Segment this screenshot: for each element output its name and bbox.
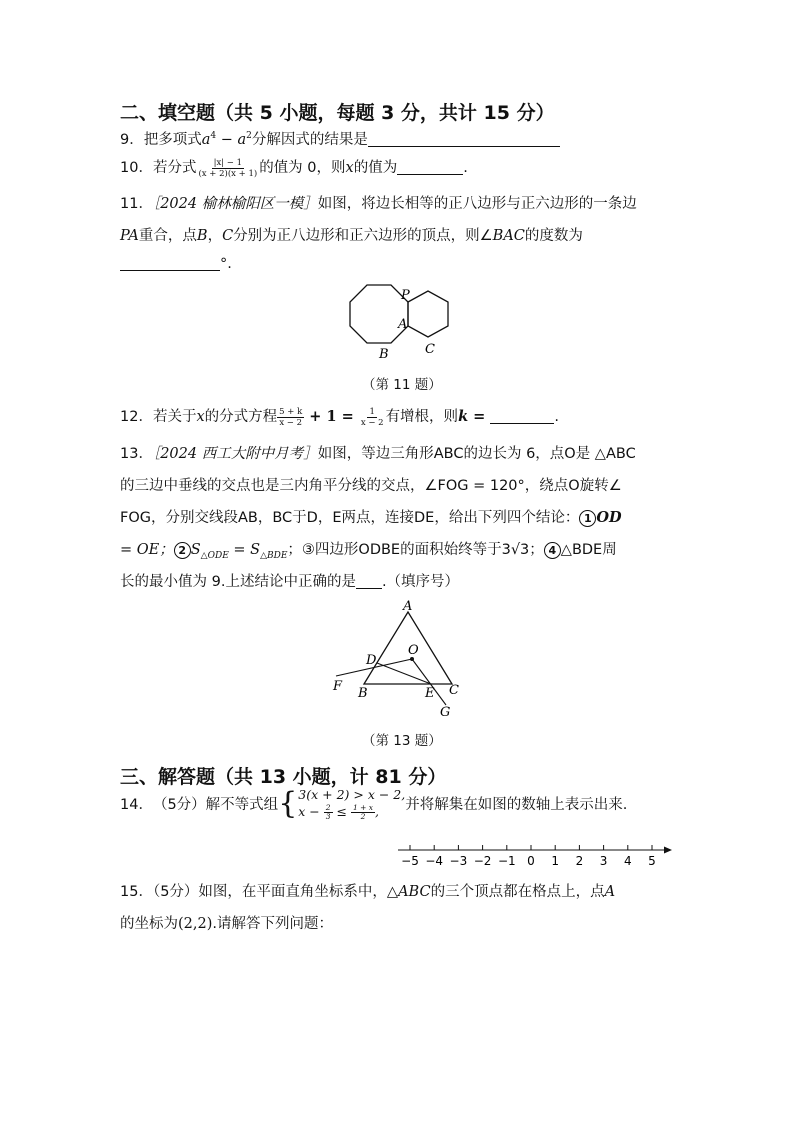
label-p: P bbox=[401, 288, 410, 303]
q11-line2-d: 的度数为 bbox=[524, 228, 583, 244]
q13-line-5b: .（填序号） bbox=[381, 574, 460, 590]
figure-13-caption: （第 13 题） bbox=[362, 733, 442, 749]
q14-score: （5分）解不等式组 bbox=[152, 797, 279, 813]
section-heading-fill-in: 二、填空题（共 5 小题，每题 3 分，共计 15 分） bbox=[120, 102, 555, 124]
label-g: G bbox=[440, 705, 451, 720]
label-f: F bbox=[333, 679, 343, 694]
figure-11-caption: （第 11 题） bbox=[362, 377, 442, 393]
q12-var: x bbox=[196, 409, 205, 425]
q14-number: 14． bbox=[120, 797, 153, 813]
q14-ineq-2c: , bbox=[375, 804, 380, 819]
q15-line1-b: 的三个顶点都在格点上，点 bbox=[430, 884, 605, 900]
q13-line-4a: = OE； bbox=[120, 542, 174, 558]
number-line-tick-label: −3 bbox=[449, 854, 468, 868]
q12-frac1-den: x − 2 bbox=[279, 417, 303, 428]
q13-s1: S bbox=[190, 542, 201, 558]
q13-line-4e: △BDE周 bbox=[560, 542, 617, 558]
q13-s2-sub: △BDE bbox=[260, 550, 288, 561]
q11-answer-blank[interactable] bbox=[120, 256, 220, 271]
label-d: D bbox=[366, 653, 377, 668]
q12-answer-blank[interactable] bbox=[490, 409, 554, 424]
q13-line-4d: ；③四边形ODBE的面积始终等于3√3； bbox=[287, 542, 544, 558]
q13-s1-sub: △ODE bbox=[200, 550, 229, 561]
q15-number: 15． bbox=[120, 884, 153, 900]
question-13-line-3 bbox=[120, 506, 622, 527]
label-c: C bbox=[449, 683, 459, 698]
q14-frac-2-3 bbox=[324, 804, 333, 821]
number-line-tick-label: −1 bbox=[497, 854, 516, 868]
number-line-tick-label: 4 bbox=[623, 854, 632, 868]
q11-line2-c: 分别为正八边形和正六边形的顶点，则∠ bbox=[233, 228, 493, 244]
q14-brace-icon: { bbox=[278, 785, 298, 821]
q11-pa: PA bbox=[120, 228, 139, 244]
label-c: C bbox=[425, 342, 435, 357]
q9-var-b: a bbox=[237, 132, 247, 148]
q10-frac-num: |x| − 1 bbox=[213, 157, 243, 168]
q12-text-b: 的分式方程 bbox=[204, 409, 278, 425]
q13-circled-4: 4 bbox=[544, 542, 561, 559]
q13-s2: = S bbox=[228, 542, 261, 558]
q9-sup-a: 4 bbox=[210, 131, 217, 142]
q14-frac-b-num: 1 + x bbox=[352, 803, 374, 812]
octagon-hexagon-figure bbox=[330, 278, 470, 368]
question-13-line-5 bbox=[120, 570, 459, 591]
question-13-line-4 bbox=[120, 538, 617, 561]
q15-coord: (2,2) bbox=[178, 916, 213, 932]
question-11-line-2 bbox=[120, 224, 583, 245]
number-line-ticks bbox=[401, 845, 656, 868]
number-line-arrow-icon bbox=[664, 847, 672, 854]
question-10 bbox=[120, 156, 468, 179]
number-line-tick-label: 2 bbox=[575, 854, 584, 868]
q11-number: 11． bbox=[120, 196, 153, 212]
q12-number: 12． bbox=[120, 409, 153, 425]
q11-c: C bbox=[222, 228, 234, 244]
q12-fraction-2 bbox=[359, 407, 386, 428]
q9-text-a: 把多项式 bbox=[143, 132, 202, 148]
q9-text-b: 分解因式的结果是 bbox=[251, 132, 368, 148]
number-line-tick-label: −4 bbox=[425, 854, 444, 868]
q13-line-3a: FOG，分别交线段AB，BC于D，E两点，连接DE，给出下列四个结论： bbox=[120, 510, 580, 526]
q10-end: . bbox=[463, 160, 468, 176]
q13-number: 13． bbox=[120, 446, 153, 462]
q15-line2-a: 的坐标为 bbox=[120, 916, 178, 932]
q12-fraction-1 bbox=[277, 407, 304, 428]
q10-text-c: 的值为 bbox=[353, 160, 398, 176]
q11-b: B bbox=[196, 228, 208, 244]
question-15-line-2 bbox=[120, 912, 333, 933]
q10-frac-den: (x + 2)(x + 1) bbox=[198, 168, 258, 179]
q11-line2-b: 重合，点 bbox=[138, 228, 197, 244]
q9-number: 9． bbox=[120, 132, 144, 148]
q10-answer-blank[interactable] bbox=[397, 160, 463, 175]
q14-inequality-system bbox=[278, 786, 405, 821]
q14-text-b: 并将解集在如图的数轴上表示出来. bbox=[405, 797, 628, 813]
number-line bbox=[396, 838, 676, 868]
question-11-line-1 bbox=[120, 192, 637, 213]
equilateral-triangle-figure bbox=[328, 596, 468, 720]
q11-source: ［2024 榆林榆阳区一模］ bbox=[152, 196, 318, 212]
q10-fraction bbox=[196, 158, 259, 179]
q12-plus-one: + 1 = bbox=[304, 408, 359, 425]
q14-frac-a-num: 2 bbox=[325, 803, 331, 812]
q14-ineq-2a: x − bbox=[298, 804, 324, 819]
number-line-tick-label: −5 bbox=[401, 854, 419, 868]
q11-sep: ， bbox=[207, 228, 223, 244]
section-heading-solve: 三、解答题（共 13 小题，计 81 分） bbox=[120, 766, 447, 788]
q14-ineq-2 bbox=[298, 803, 405, 821]
number-line-tick-label: 3 bbox=[599, 854, 608, 868]
question-15-line-1 bbox=[120, 880, 615, 901]
q12-frac1-num: 5 + k bbox=[279, 406, 303, 417]
label-a: A bbox=[403, 599, 413, 614]
q14-ineq-1: 3(x + 2) > x − 2, bbox=[298, 787, 406, 802]
number-line-tick-label: 5 bbox=[648, 854, 656, 868]
regular-hexagon bbox=[408, 291, 448, 337]
q10-text-b: 的值为 0，则 bbox=[259, 160, 346, 176]
q12-frac2-num: 1 bbox=[369, 406, 375, 417]
question-13-line-1 bbox=[120, 442, 636, 463]
regular-octagon bbox=[350, 285, 408, 343]
question-12 bbox=[120, 405, 559, 428]
q13-line-1: 如图，等边三角形ABC的边长为 6，点O是 △ABC bbox=[317, 446, 636, 462]
q11-angle: BAC bbox=[492, 228, 525, 244]
q9-sup-b: 2 bbox=[246, 131, 252, 142]
q13-line-5a: 长的最小值为 9.上述结论中正确的是 bbox=[120, 574, 356, 590]
q15-a: A bbox=[604, 884, 616, 900]
label-e: E bbox=[425, 686, 435, 701]
number-line-tick-label: 1 bbox=[551, 854, 560, 868]
q14-rows bbox=[298, 786, 405, 821]
q12-end: . bbox=[554, 409, 559, 425]
question-13-line-2 bbox=[120, 474, 622, 495]
q12-text-c: 有增根，则 bbox=[385, 409, 459, 425]
number-line-tick-label: 0 bbox=[527, 854, 535, 868]
q15-line2-b: .请解答下列问题： bbox=[212, 916, 333, 932]
q13-line-3b: OD bbox=[596, 509, 622, 526]
label-a: A bbox=[398, 317, 408, 332]
q13-source: ［2024 西工大附中月考］ bbox=[152, 446, 318, 462]
q15-abc: ABC bbox=[398, 884, 431, 900]
q9-var-a: a bbox=[201, 132, 211, 148]
q11-degree: °. bbox=[220, 256, 232, 272]
q10-number: 10． bbox=[120, 160, 153, 176]
question-14 bbox=[120, 786, 627, 821]
q11-text-a: 如图，将边长相等的正八边形与正六边形的一条边 bbox=[317, 196, 637, 212]
q14-ineq-2b: ≤ bbox=[332, 804, 351, 819]
q12-k-eq: k = bbox=[458, 408, 491, 425]
q13-circled-1: 1 bbox=[579, 510, 596, 527]
label-o: O bbox=[408, 643, 419, 658]
q14-frac-1x-2 bbox=[351, 804, 375, 821]
q9-minus: − bbox=[216, 132, 238, 148]
q13-line-2: 的三边中垂线的交点也是三内角平分线的交点，∠FOG = 120°，绕点O旋转∠ bbox=[120, 478, 622, 494]
question-9 bbox=[120, 128, 560, 149]
number-line-tick-label: −2 bbox=[473, 854, 492, 868]
question-11-line-3 bbox=[120, 256, 232, 272]
q12-frac2-den: x − 2 bbox=[360, 417, 384, 428]
label-b: B bbox=[358, 686, 368, 701]
q15-line1-a: （5分）如图，在平面直角坐标系中，△ bbox=[152, 884, 399, 900]
q10-var: x bbox=[345, 160, 354, 176]
q13-circled-2: 2 bbox=[174, 542, 191, 559]
q12-text-a: 若关于 bbox=[152, 409, 197, 425]
label-b: B bbox=[379, 347, 389, 362]
q9-answer-blank[interactable] bbox=[368, 132, 560, 147]
q14-frac-b-den: 2 bbox=[360, 812, 366, 821]
q14-frac-a-den: 3 bbox=[325, 812, 331, 821]
q10-text-a: 若分式 bbox=[152, 160, 197, 176]
q13-answer-blank[interactable] bbox=[356, 574, 382, 589]
